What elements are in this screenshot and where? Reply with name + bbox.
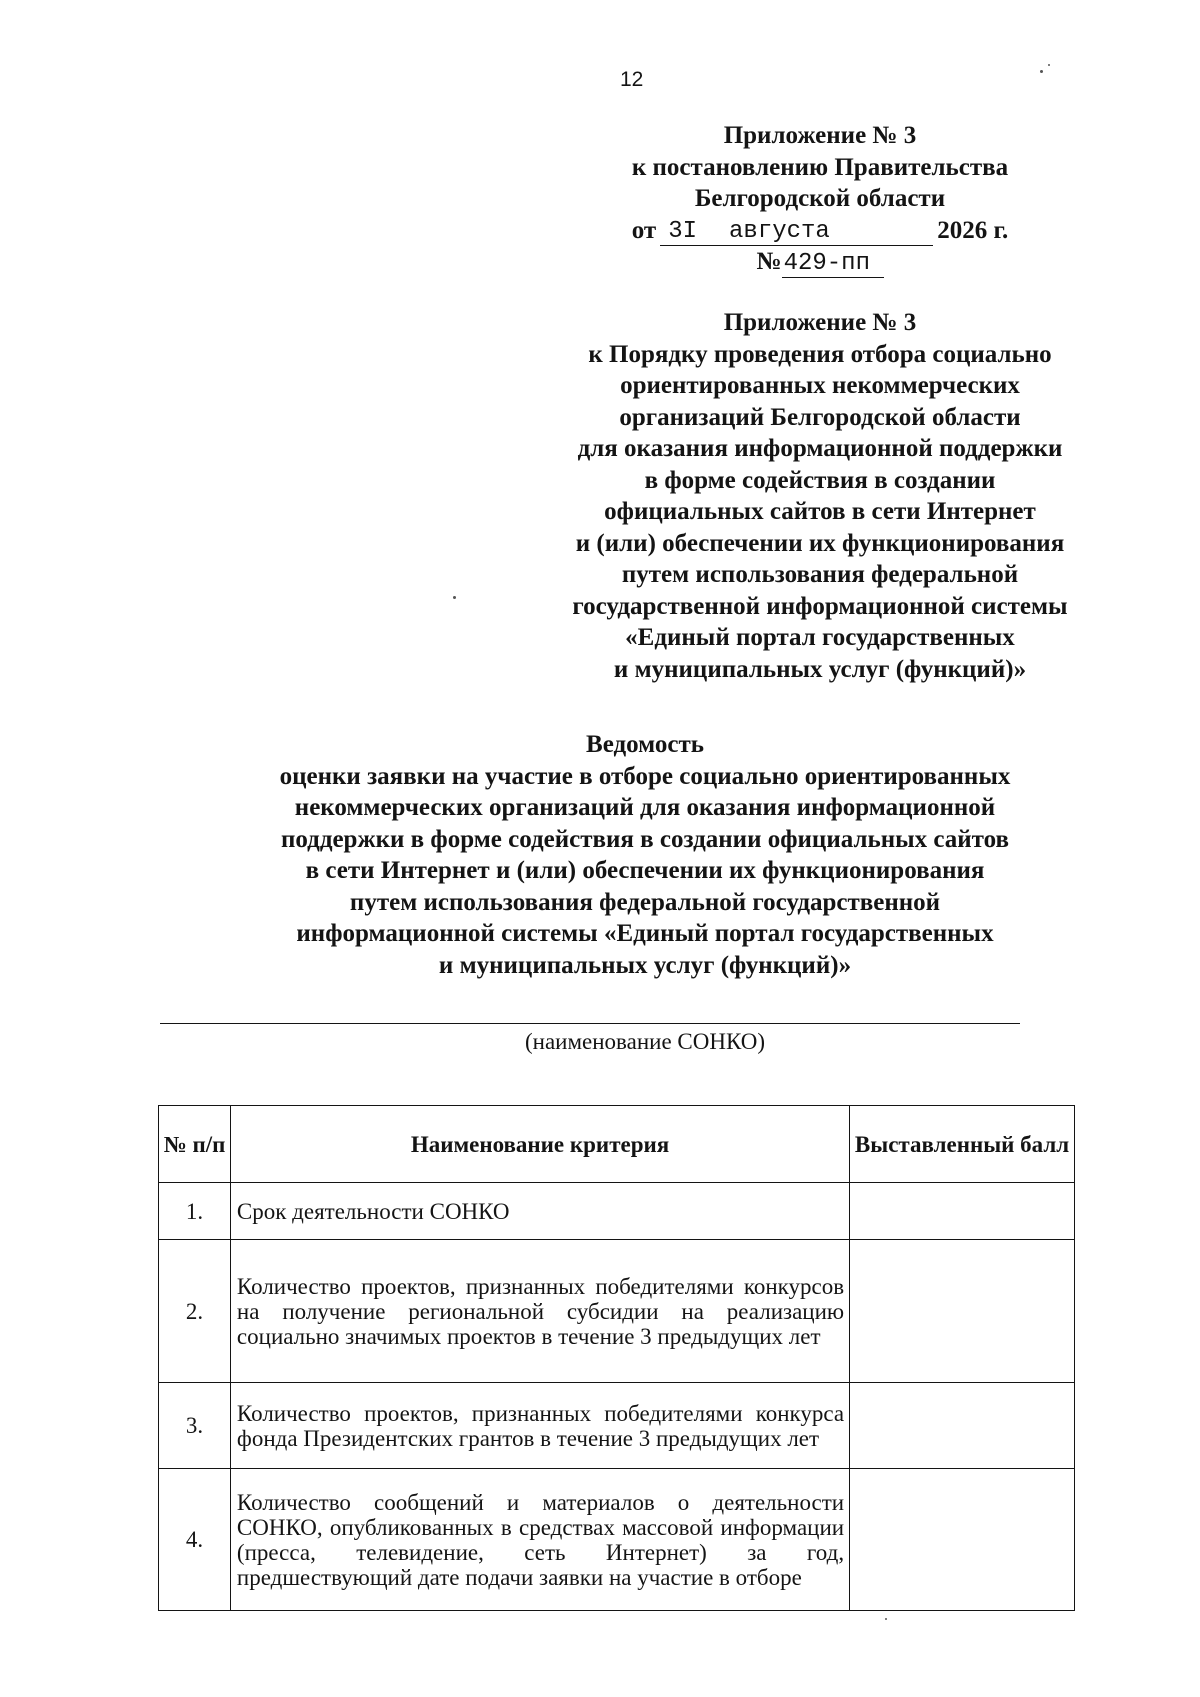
annex-line: Приложение № 3 [723, 309, 917, 336]
approval-region: Белгородской области [694, 185, 946, 212]
annex-line: ориентированных некоммерческих [620, 372, 1020, 399]
date-day: 3I [668, 218, 698, 245]
score-cell [850, 1183, 1075, 1240]
scan-speck [453, 596, 456, 599]
annex-line: к Порядку проведения отбора социально [588, 340, 1052, 368]
date-prefix: от [631, 216, 657, 244]
annex-line: для оказания информационной поддержки [577, 435, 1063, 462]
table-header-row [159, 1106, 1075, 1183]
statement-subtitle-line: некоммерческих организаций для оказания информационной [294, 794, 996, 821]
date-suffix: 2026 г. [937, 216, 1009, 244]
annex-line: и (или) обеспечении их функционирования [575, 529, 1065, 557]
criterion-name: Срок деятельности СОНКО [230, 1183, 849, 1240]
score-cell [850, 1240, 1075, 1383]
criteria-table [158, 1105, 1075, 1611]
header-number: № п/п [159, 1106, 231, 1183]
statement-subtitle-line: информационной системы «Единый портал государственных [296, 920, 994, 947]
table-row [159, 1240, 1075, 1383]
row-number: 2. [159, 1240, 231, 1383]
statement-subtitle-line: оценки заявки на участие в отборе социально ориентированных [279, 762, 1011, 790]
organization-name-caption: (наименование СОНКО) [525, 1029, 765, 1054]
approval-date-line [600, 215, 1040, 247]
date-month: августа [729, 218, 830, 245]
organization-name-field [160, 1023, 1020, 1024]
annex-line: «Единый портал государственных [625, 624, 1015, 651]
annex-line: официальных сайтов в сети Интернет [604, 498, 1036, 525]
annex-line: государственной информационной системы [572, 592, 1068, 620]
annex-line: путем использования федеральной [621, 561, 1019, 588]
approval-reference: к постановлению Правительства [631, 153, 1009, 181]
scan-speck [1040, 70, 1043, 73]
approval-header [600, 120, 1040, 278]
resolution-number: 429-пп [782, 250, 884, 278]
annex-line: в форме содействия в создании [644, 466, 996, 494]
header-score: Выставленный балл [850, 1106, 1075, 1183]
criterion-name: Количество проектов, признанных победителями конкурса фонда Президентских грантов в течение 3 предыдущих лет [230, 1383, 849, 1469]
table-row [159, 1183, 1075, 1240]
page-number: 12 [620, 68, 644, 91]
statement-subtitle-line: путем использования федеральной государственной [349, 888, 941, 916]
statement-subtitle-line: и муниципальных услуг (функций)» [438, 951, 852, 979]
score-cell [850, 1469, 1075, 1611]
table-row [159, 1469, 1075, 1611]
header-criterion: Наименование критерия [230, 1106, 849, 1183]
row-number: 1. [159, 1183, 231, 1240]
scan-speck [885, 1618, 887, 1620]
statement-title-block [220, 729, 1070, 981]
criterion-name: Количество проектов, признанных победителями конкурсов на получение региональной субсидии на реализацию социально значимых проектов в течение 3 предыдущих лет [230, 1240, 849, 1383]
row-number: 3. [159, 1383, 231, 1469]
number-prefix: № [756, 248, 782, 275]
statement-title: Ведомость [586, 731, 704, 758]
statement-subtitle-line: в сети Интернет и (или) обеспечении их функционирования [305, 857, 985, 884]
approval-title: Приложение № 3 [723, 122, 917, 149]
approval-number-line [600, 246, 1040, 278]
date-fill-field [660, 218, 933, 246]
annex-header [530, 307, 1110, 685]
annex-line: организаций Белгородской области [619, 403, 1021, 431]
annex-line: и муниципальных услуг (функций)» [613, 655, 1027, 683]
table-row [159, 1383, 1075, 1469]
scan-speck [1048, 64, 1050, 66]
row-number: 4. [159, 1469, 231, 1611]
criterion-name: Количество сообщений и материалов о деятельности СОНКО, опубликованных в средствах массовой информации (пресса, телевидение, сеть Интернет) за год, предшествующий дате подачи заявки на участие в отборе [230, 1469, 849, 1611]
statement-subtitle-line: поддержки в форме содействия в создании официальных сайтов [280, 825, 1010, 853]
score-cell [850, 1383, 1075, 1469]
